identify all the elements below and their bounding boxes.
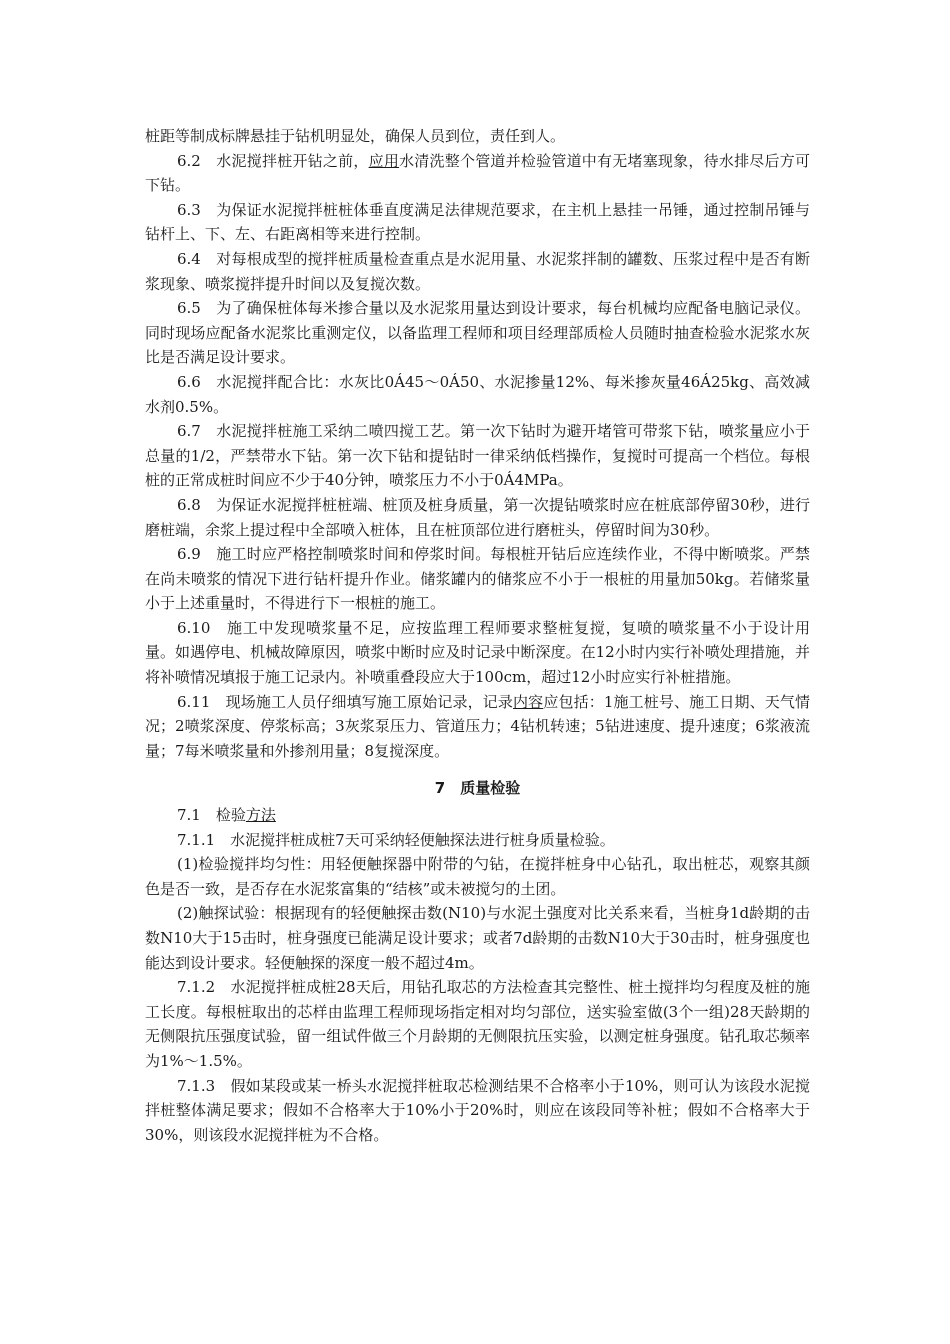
paragraph-6-2-start: 6.2 水泥搅拌桩开钻之前， xyxy=(177,151,369,170)
underlined-term: 内容 xyxy=(513,692,544,711)
paragraph-7-1-start: 7.1 检验 xyxy=(177,806,246,825)
paragraph-item-1: (1)检验搅拌均匀性：用轻便触探器中附带的勺钻，在搅拌桩身中心钻孔，取出桩芯，观察其颜色是否一致，是否存在水泥浆富集的“结核”或未被搅匀的土团。 xyxy=(145,855,810,898)
paragraph-6-11-end: 应包括：1施工桩号、施工日期、天气情况；2喷浆深度、停浆标高；3灰浆泵压力、管道压力；4钻机转速；5钻进速度、提升速度；6浆液流量；7每米喷浆量和外掺剂用量；8复搅深度。 xyxy=(145,692,810,760)
paragraph-6-2 xyxy=(145,149,810,198)
document-page xyxy=(145,124,810,1147)
paragraph-continuation: 桩距等制成标牌悬挂于钻机明显处，确保人员到位，责任到人。 xyxy=(145,127,566,145)
paragraph-6-2-end: 水清洗整个管道并检验管道中有无堵塞现象，待水排尽后方可下钻。 xyxy=(145,151,810,195)
paragraph-6-8: 6.8 为保证水泥搅拌桩桩端、桩顶及桩身质量，第一次提钻喷浆时应在桩底部停留30秒，进行磨桩端，余浆上提过程中全部喷入桩体，且在桩顶部位进行磨桩头，停留时间为30秒。 xyxy=(145,495,810,539)
paragraph-7-1-3: 7.1.3 假如某段或某一桥头水泥搅拌桩取芯检测结果不合格率小于10%，则可认为该段水泥搅拌桩整体满足要求；假如不合格率大于10%小于20%时，则应在该段同等补桩；假如不合格率大于30%，则该段水泥搅拌桩为不合格。 xyxy=(145,1076,810,1144)
paragraph-6-7: 6.7 水泥搅拌桩施工采纳二喷四搅工艺。第一次下钻时为避开堵管可带浆下钻，喷浆量应小于总量的1/2，严禁带水下钻。第一次下钻和提钻时一律采纳低档操作，复搅时可提高一个档位。每根桩的正常成桩时间应不少于40分钟，喷浆压力不小于0Á4MPa。 xyxy=(145,422,810,490)
paragraph-6-3: 6.3 为保证水泥搅拌桩桩体垂直度满足法律规范要求，在主机上悬挂一吊锤，通过控制吊锤与钻杆上、下、左、右距离相等来进行控制。 xyxy=(145,200,810,244)
paragraph-item-2: (2)触探试验：根据现有的轻便触探击数(N10)与水泥土强度对比关系来看，当桩身1d龄期的击数N10大于15击时，桩身强度已能满足设计要求；或者7d龄期的击数N10大于30击时，桩身强度也能达到设计要求。轻便触探的深度一般不超过4m。 xyxy=(145,904,810,972)
paragraph-7-1 xyxy=(145,803,810,828)
paragraph-6-4: 6.4 对每根成型的搅拌桩质量检查重点是水泥用量、水泥浆拌制的罐数、压浆过程中是否有断浆现象、喷浆搅拌提升时间以及复搅次数。 xyxy=(145,249,810,293)
underlined-term: 应用 xyxy=(368,151,400,170)
paragraph-6-6: 6.6 水泥搅拌配合比：水灰比0Á45～0Á50、水泥掺量12%、每米掺灰量46Á25kg、高效减水剂0.5%。 xyxy=(145,372,810,416)
paragraph-7-1-2: 7.1.2 水泥搅拌桩成桩28天后，用钻孔取芯的方法检查其完整性、桩土搅拌均匀程度及桩的施工长度。每根桩取出的芯样由监理工程师现场指定相对均匀部位，送实验室做(3个一组)28天龄期的无侧限抗压强度试验，留一组试件做三个月龄期的无侧限抗压实验，以测定桩身强度。钻孔取芯频率为1%～1.5%。 xyxy=(145,978,810,1070)
paragraph-6-10: 6.10 施工中发现喷浆量不足，应按监理工程师要求整桩复搅，复喷的喷浆量不小于设计用量。如遇停电、机械故障原因，喷浆中断时应及时记录中断深度。在12小时内实行补喷处理措施，并将补喷情况填报于施工记录内。补喷重叠段应大于100cm，超过12小时应实行补桩措施。 xyxy=(145,618,810,687)
paragraph-6-11 xyxy=(145,690,810,764)
underlined-term: 方法 xyxy=(245,806,276,825)
paragraph-6-9: 6.9 施工时应严格控制喷浆时间和停浆时间。每根桩开钻后应连续作业，不得中断喷浆。严禁在尚未喷浆的情况下进行钻杆提升作业。储浆罐内的储浆应不小于一根桩的用量加50kg。若储浆量小于上述重量时，不得进行下一根桩的施工。 xyxy=(145,545,810,613)
paragraph-6-11-start: 6.11 现场施工人员仔细填写施工原始记录，记录 xyxy=(177,692,514,711)
paragraph-7-1-1: 7.1.1 水泥搅拌桩成桩7天可采纳轻便触探法进行桩身质量检验。 xyxy=(177,830,615,849)
section-heading: 7 质量检验 xyxy=(434,779,521,798)
paragraph-6-5: 6.5 为了确保桩体每米掺合量以及水泥浆用量达到设计要求，每台机械均应配备电脑记录仪。同时现场应配备水泥浆比重测定仪，以备监理工程师和项目经理部质检人员随时抽查检验水泥浆水灰比是否满足设计要求。 xyxy=(145,299,810,367)
